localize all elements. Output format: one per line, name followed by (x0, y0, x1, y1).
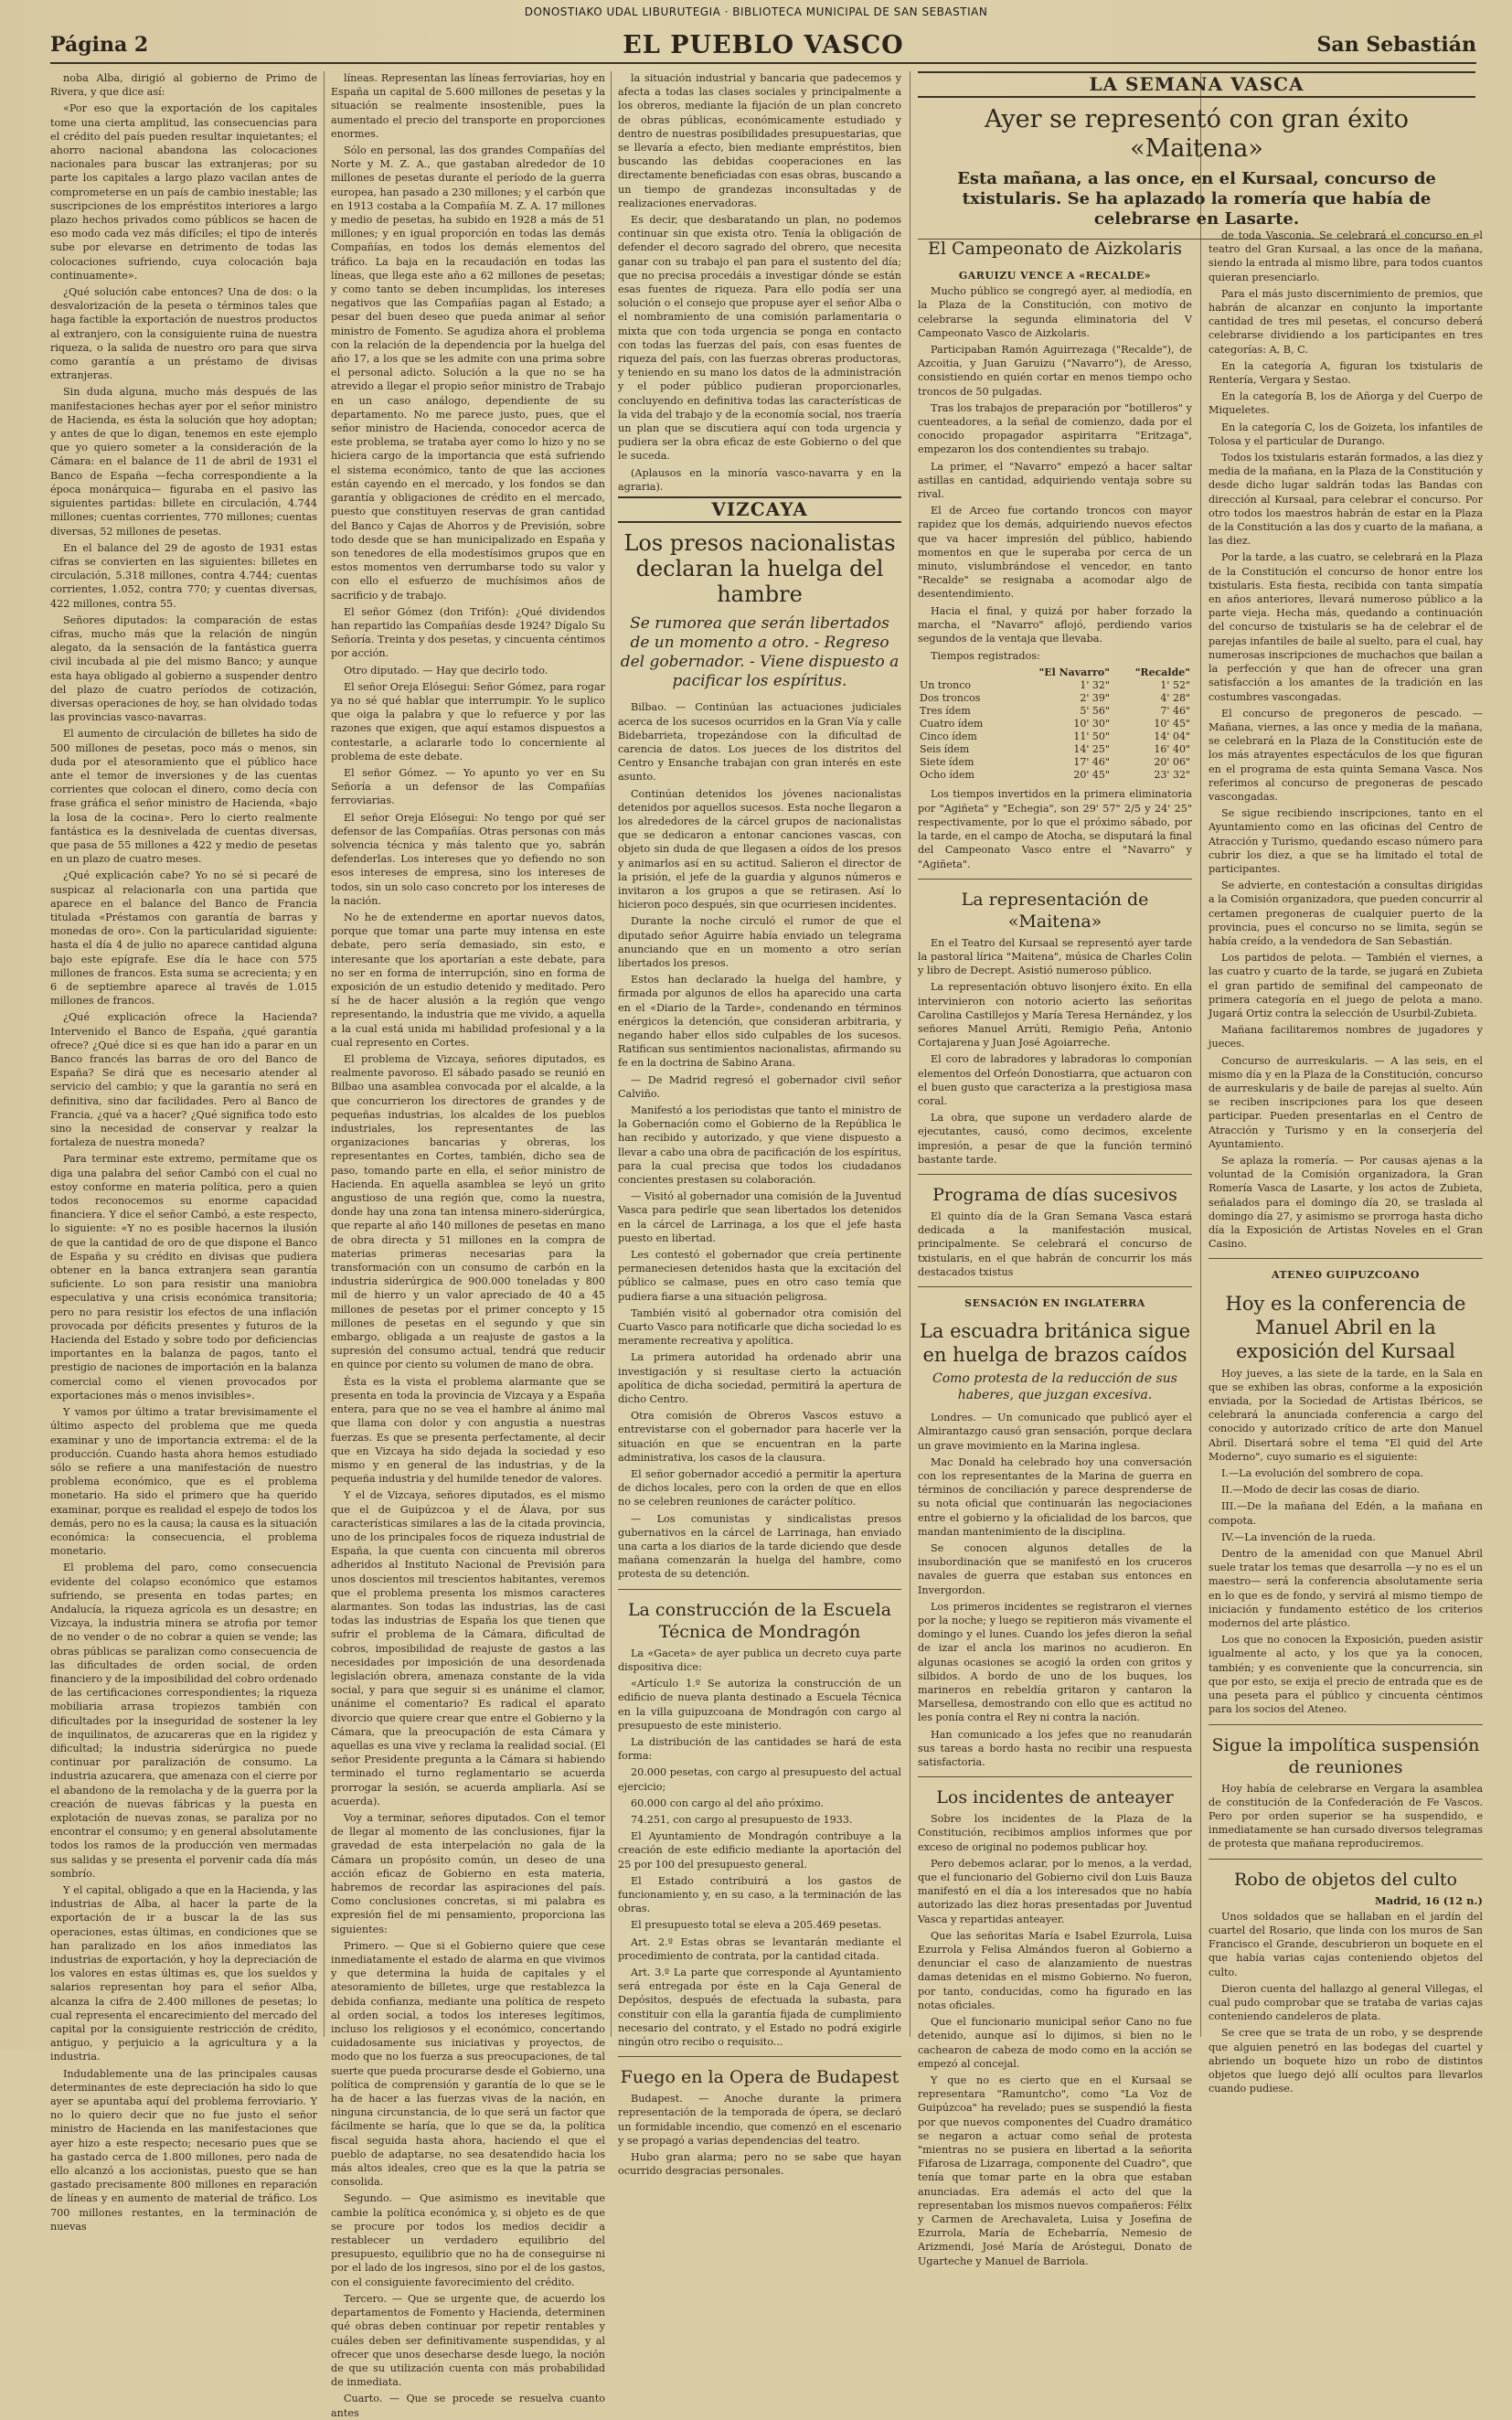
divider (918, 1776, 1192, 1777)
paragraph: El presupuesto total se eleva a 205.469 pesetas. (631, 1919, 882, 1932)
paragraph: 60.000 con cargo al del año próximo. (631, 1796, 824, 1809)
paragraph: Los partidos de pelota. — También el viernes, a las cuatro y cuarto de la tarde, se jugará en Zubieta el gran partido de semifinal del campeonato de primera categoría en el juego de pelota a mano. Jugará Ortiz contra la selección de Usurbil-Zubieta. (1209, 952, 1483, 1019)
paragraph: — De Madrid regresó el gobernador civil señor Calviño. (618, 1073, 901, 1100)
table-row (918, 730, 1192, 743)
table-cell: 1' 32" (1080, 679, 1110, 692)
paragraph: Otro diputado. — Hay que decirlo todo. (344, 664, 548, 677)
paragraph: Sin duda alguna, mucho más después de las manifestaciones hechas ayer por el señor ministro de Hacienda, es ésta la solución que hoy adoptan; y antes de que lo digan, tenemos en este ejemplo que yo quiero someter a la consideración de la Cámara: en el balance de 11 de abril de 1931 el Banco de España —fecha correspondiente a la época monárquica— figuraba en el pasivo las siguientes partidas: billete en circulación, 4.744 millones; cuentas corrientes, 770 millones; cuentas diversas, 52 millones de pesetas. (50, 386, 317, 538)
paragraph: El quinto día de la Gran Semana Vasca estará dedicada a la manifestación musical, principalmente. Se celebrará el concurso de txistularis, en el que habrán de concurrir los más destacados txistus (918, 1210, 1192, 1278)
paragraph: Mañana facilitaremos nombres de jugadores y jueces. (1209, 1024, 1483, 1050)
times-caption: Tiempos registrados: (931, 650, 1040, 663)
divider (918, 1286, 1192, 1287)
column-rule (324, 71, 325, 2037)
incidentes-headline: Los incidentes de anteayer (936, 1787, 1174, 1808)
paragraph: 20.000 pesetas, con cargo al presupuesto del actual ejercicio; (618, 1766, 901, 1793)
paragraph: Han comunicado a los jefes que no reanudarán sus tareas a bordo hasta no recibir una respuesta satisfactoria. (918, 1728, 1192, 1769)
table-cell: 16' 40" (1154, 743, 1190, 756)
ateneo-kicker: ATENEO GUIPUZCOANO (1272, 1269, 1420, 1282)
table-cell: 17' 46" (1073, 756, 1110, 769)
table-cell: 14' 25" (1073, 743, 1110, 756)
paragraph: Participaban Ramón Aguirrezaga ("Recalde"), de Azcoitia, y Juan Garuizu ("Navarro"), de Aresso, consistiendo en quién cortar en menos tiempo ocho troncos de 50 pulgadas. (918, 344, 1192, 398)
robo-headline: Robo de objetos del culto (1234, 1869, 1457, 1890)
paragraph: En la categoría B, los de Añorga y del Cuerpo de Miqueletes. (1209, 390, 1483, 417)
paragraph: Señores diputados: la comparación de estas cifras, mucho más que la relación de ningún alegato, da la sensación de la fantástica guerra civil incubada al pie del mismo Banco; y aunque esta haya obligado al gobierno a suspender dentro del plazo de cuatro períodos de cotización, diversas operaciones de hoy, se han olvidado todas las provincias vasco-navarras. (50, 613, 317, 724)
reuniones-article (1209, 1782, 1483, 1851)
paragraph: ¿Qué explicación ofrece la Hacienda? Intervenido el Banco de España, ¿qué garantía ofrece? ¿Qué dice si es que han ido a parar en un Banco francés las barras de oro del Banco de España? Se dirá que es necesario atender al servicio del cambio; y que la garantía no será en definitiva, sino dar facilidades. Pero al Banco de Francia, ¿qué va a hacer? ¿Qué significa todo esto sino la necesidad de conservar y realzar la fortaleza de nuestra moneda? (50, 1011, 317, 1149)
paragraph: Bilbao. — Continúan las actuaciones judiciales acerca de los sucesos ocurridos en la Gran Vía y calle Bidebarrieta, tropezándose con la dificultad de carencia de datos. Los jueces de los distritos del Centro y Ensanche trabajan con gran interés en este asunto. (618, 701, 901, 784)
table-cell: 20' 45" (1073, 769, 1110, 782)
paragraph: Continúan detenidos los jóvenes nacionalistas detenidos por aquellos sucesos. Esta noche llegaron a los alrededores de la cárcel grupos de nacionalistas que se dedicaron a entonar canciones vascas, con objeto sin duda de que llegasen a oídos de los presos y animarlos así en su actitud. Salieron el director de la prisión, el jefe de la guardia y algunos números e invitaron a los grupos a que se retirasen. Así lo hicieron poco después, sin que ocurriesen incidentes. (618, 787, 901, 911)
aizkolaris-article (918, 284, 1192, 645)
column-5 (1209, 229, 1483, 2095)
divider (618, 1589, 901, 1590)
paragraph: Sólo en personal, las dos grandes Compañías del Norte y M. Z. A., que gastaban alrededor de 10 millones de pesetas durante el período de la guerra europea, han pasado a 230 millones; y el carbón que en 1913 costaba a la Compañía M. Z. A. 17 millones y medio de pesetas, ha subido en 1928 a más de 51 millones; y en igual proporción en todas las demás Compañías, en todos los demás elementos del tráfico. La baja en la recaudación en todas las líneas, que llega este año a 62 millones de pesetas; y como tanto se deben incumplidas, los intereses negativos que las Compañías pagan al Estado; a pesar del buen deseo que pueda animar al señor ministro de Fomento. Se agudiza ahora el problema con la relación de la dependencia por la huelga del año 17, a los que se les admite con una prima sobre el personal adicto. Solución a la que no se ha atrevido a llegar el propio señor ministro de Trabajo en un caso análogo, dependiente de su departamento. No me parece justo, pues, que el señor ministro de Hacienda, conocedor acerca de este problema, se trataba ayer como lo hizo y no se hiciera cargo de la importancia que está sufriendo el sistema económico, tanto de que las acciones están cayendo en el mercado, y los fondos se dan garantía y obligaciones de crédito en el mercado, puesto que constituyen reservas de gran cantidad del Banco y Cajas de Ahorros y de Previsión, sobre todo desde que se han municipalizado en España y son tenedores de ella modestísimos grupos que en estos momentos ven derrumbarse todo su valor y con ello el esfuerzo de muchísimos años de sacrificio y de trabajo. (331, 144, 605, 602)
paragraph: El coro de labradores y labradoras lo componían elementos del Orfeón Donostiarra, que actuaron con el buen gusto que caracteriza a la prestigiosa masa coral. (918, 1053, 1192, 1107)
budapest-headline: Fuego en la Opera de Budapest (620, 2067, 900, 2088)
paragraph: II.—Modo de decir las cosas de diario. (1221, 1484, 1421, 1497)
paragraph: Y que no es cierto que en el Kursaal se representara "Ramuntcho", como "La Voz de Guipúzcoa" ha revelado; pues se suspendió la fiesta por que nuevos componentes del Cuadro dramático se negaron a actuar como señal de protesta "mientras no se pusiera en libertad a la señorita Fifarosa de Lizarraga, componente del Cuadro", que tenía que tomar parte en la obra que estaban anunciadas. Era además el acto del que la representaban los mismos nuevos compañeros: Félix y Carmen de Arechavaleta, Luisa y Josefina de Ezurrola, María de Echebarría, Nemesio de Arizmendi, José María de Aróstegui, Donato de Ugarteche y Manuel de Barriola. (918, 2074, 1192, 2267)
table-cell: 11' 50" (1073, 730, 1110, 743)
paragraph: Por la tarde, a las cuatro, se celebrará en la Plaza de la Constitución el concurso de honor entre los txistularis. Esta fiesta, recibida con tanta simpatía en años anteriores, llevará numeroso público a la parte vieja. Hecha más, quedando a continuación del concurso de txistularis se ha de celebrar el de parejas infantiles de baile al suelto, para el cual, hay numerosas inscripciones de muchachos que bailan a la perfección y que han de ofrecer una gran satisfacción a los amantes de la tradición en las costumbres vascongadas. (1209, 551, 1483, 703)
budapest-article (618, 2092, 901, 2178)
paragraph: — Los comunistas y sindicalistas presos gubernativos en la cárcel de Larrinaga, han enviado una carta a los diarios de la tarde diciendo que desde mañana comenzarán la huelga del hambre, como protesta de su detención. (618, 1512, 901, 1581)
table-cell: 2' 39" (1080, 692, 1110, 705)
paragraph: Mucho público se congregó ayer, al mediodía, en la Plaza de la Constitución, con motivo de celebrarse la segunda eliminatoria del V Campeonato Vasco de Aizkolaris. (918, 285, 1192, 339)
paragraph: ¿Qué explicación cabe? Yo no sé si pecaré de suspicaz al relacionarla con una partida que aparece en el balance del Banco de Francia titulada «Préstamos con garantía de barras y monedas de oro». Con la particularidad siguiente: hasta el día 4 de julio no aparece cantidad alguna bajo este epígrafe. Ese día le hace con 575 millones de francos. Esta suma se acrecienta; y en 6 de septiembre aparece al través de 1.015 millones de francos. (50, 869, 317, 1007)
paragraph: Que las señoritas María e Isabel Ezurrola, Luisa Ezurrola y Felisa Almándos fueron al Gobierno a denunciar el caso de alanzamiento de nuestras damas detenidas en el mismo Gobierno. No fueron, por tanto, conducidas, como ha figurado en las notas oficiales. (918, 1929, 1192, 2011)
times-header-cell (918, 666, 1009, 679)
paragraph: Hoy jueves, a las siete de la tarde, en la Sala en que se exhiben las obras, conforme a la exposición enviada, por la Sociedad de Artistas Ibéricos, se celebrará la anunciada conferencia a cargo del conocido y autorizado crítico de arte don Manuel Abril. Disertará sobre el tema "El quid del Arte Moderno", cuyo sumario es el siguiente: (1209, 1367, 1483, 1463)
paragraph: de toda Vasconia. Se celebrará el concurso en el teatro del Gran Kursaal, a las once de la mañana, siendo la entrada al mismo libre, para todos cuantos quieran presenciarlo. (1209, 229, 1483, 283)
paragraph: La primer, el "Navarro" empezó a hacer saltar astillas en cantidad, adquiriendo ventaja sobre su rival. (918, 460, 1192, 501)
paragraph: Que el funcionario municipal señor Cano no fue detenido, aunque así lo dijimos, si bien no le cachearon de cabeza de modo como en la acción se empezó al concejal. (918, 2016, 1192, 2070)
table-cell: 7' 46" (1160, 705, 1190, 718)
paragraph: Hacia el final, y quizá por haber forzado la marcha, el "Navarro" aflojó, perdiendo varios segundos de la ventaja que llevaba. (918, 604, 1192, 645)
table-cell: Seis ídem (920, 743, 970, 756)
column-3 (618, 71, 901, 2178)
paragraph: Sobre los incidentes de la Plaza de la Constitución, recibimos amplios informes que por exceso de original no podemos publicar hoy. (918, 1813, 1192, 1853)
paragraph: En el balance del 29 de agosto de 1931 estas cifras se convierten en las siguientes: billetes en circulación, 5.318 millones, contra 4.744; cuentas corrientes, 1.052, contra 770; y cuentas diversas, 422 millones, contra 55. (50, 541, 317, 610)
table-cell: 20' 06" (1154, 756, 1190, 769)
paragraph: Para terminar este extremo, permítame que os diga una palabra del señor Cambó con el cual no estoy conforme en materia política, pero a quien todos reconocemos su enorme capacidad financiera. Y dice el señor Cambó, a este respecto, lo siguiente: «Y no es posible hacernos la ilusión de que la cantidad de oro de que dispone el Banco de España y su crédito en divisas que pudiera obtener en la banca extranjera sean garantía suficiente. Lo son para resistir una maniobra especulativa y una crisis económica transitoria; pero no para resistir los efectos de una inflación provocada por déficits presentes y futuros de la Hacienda del Estado y sobre todo por deficiencias importantes en la balanza de pagos, tanto el prestigio de naciones de importación en la balanza comercial como el vienen provocados por exportaciones más o menos invisibles». (50, 1153, 317, 1402)
divider (1209, 1859, 1483, 1860)
paragraph: El de Arceo fue cortando troncos con mayor rapidez que los demás, adquiriendo nuevos efectos que va hacer impresión del público, habiendo momentos en que le superaba por cerca de un minuto, vislumbrándose el vencedor, en tanto "Recalde" se resignaba a acomodar algo de desentendimiento. (918, 505, 1192, 601)
paragraph: Otra comisión de Obreros Vascos estuvo a entrevistarse con el gobernador para hacerle ver la situación en que se encuentran en la parte administrativa, los casos de la clausura. (618, 1410, 901, 1464)
paragraph: noba Alba, dirigió al gobierno de Primo de Rivera, y que dice así: (50, 72, 317, 99)
column-4-body (918, 229, 1192, 2267)
paragraph: «Artículo 1.º Se autoriza la construcción de un edificio de nueva planta destinado a Escuela Técnica en la villa guipuzcoana de Mondragón con cargo al presupuesto de este ministerio. (618, 1678, 901, 1732)
times-header-cell: "El Navarro" (1038, 666, 1110, 679)
paragraph: Se cree que se trata de un robo, y se desprende que alguien penetró en las bodegas del cuartel y abriendo un boquete hizo un robo de distintos objetos que luego dejó allí ocultos para llevarlos cuando pudiese. (1209, 2027, 1483, 2095)
paragraph: Los primeros incidentes se registraron el viernes por la noche; y luego se repitieron más vivamente el domingo y el lunes. Cuando los jefes dieron la señal de izar el ancla los marinos no acudieron. En algunas ocasiones se acogió la orden con gritos y silbidos. A bordo de uno de los buques, los marineros en rebeldía gritaron y cantaron la Marsellesa, demostrando con ello que es actitud no les ponía contra el Rey ni contra la nación. (918, 1600, 1192, 1724)
masthead (50, 29, 1476, 64)
paragraph: Para el más justo discernimiento de premios, que habrán de alcanzar en conjunto la importante cantidad de tres mil pesetas, el concurso deberá celebrarse dividiendo a los participantes en tres categorías: A, B, C. (1209, 287, 1483, 356)
paragraph: La distribución de las cantidades se hará de esta forma: (618, 1735, 901, 1763)
paragraph: Se sigue recibiendo inscripciones, tanto en el Ayuntamiento como en las oficinas del Centro de Atracción y Turismo, quedando escaso número para cubrir los diez, a que se ha limitado el total de participantes. (1209, 807, 1483, 875)
incidentes-article (918, 1812, 1192, 2268)
divider (918, 879, 1192, 880)
paragraph: la situación industrial y bancaria que padecemos y afecta a todas las clases sociales y principalmente a los obreros, mediante la fijación de un plan concreto de obras públicas, económicamente estudiado y dentro de nuestras posibilidades presupuestarias, que se llevaría a efecto, bien mediante empréstitos, bien buscando las debidas cooperaciones en las directamente beneficiadas con esas obras, buscando a un tiempo de grandezas inconsultadas y de realizaciones enervadoras. (618, 72, 901, 209)
table-row (918, 679, 1192, 692)
column-1 (50, 71, 317, 2233)
paragraph: Londres. — Un comunicado que publicó ayer el Almirantazgo causó gran sensación, porque declara un grave movimiento en la Marina inglesa. (918, 1412, 1192, 1452)
vizcaya-headline: Los presos nacionalistas declaran la huelga del hambre (623, 530, 896, 608)
table-cell: Dos troncos (920, 692, 981, 705)
paragraph: I.—La evolución del sombrero de copa. (1221, 1467, 1424, 1480)
paragraph: La primera autoridad ha ordenado abrir una investigación y si resultase cierto la actuación apolítica de dicha sociedad, permitirá la apertura de dicho Centro. (618, 1351, 901, 1406)
paragraph: Pero debemos aclarar, por lo menos, a la verdad, que el funcionario del Gobierno civil don Luis Bauza manifestó en el día a los interesados que no había autorizado las diez horas presentadas por Juventud Vasca y repartidas anteayer. (918, 1857, 1192, 1925)
paragraph: En la categoría A, figuran los txistularis de Rentería, Vergara y Sestao. (1209, 359, 1483, 387)
times-header-row (918, 666, 1192, 679)
table-cell: 10' 45" (1154, 718, 1190, 730)
speech-conclusion (618, 71, 901, 494)
paragraph: Hubo gran alarma; pero no se sabe que hayan ocurrido desgracias personales. (618, 2150, 901, 2178)
ateneo-article (1209, 1367, 1483, 1717)
vizcaya-subhead: Se rumorea que serán libertados de un momento a otro. - Regreso del gobernador. - Viene dispuesto a pacificar los espíritus. (620, 614, 900, 691)
masthead-city: San Sebastián (1316, 33, 1476, 57)
inglaterra-headline: La escuadra británica sigue en huelga de brazos caídos (919, 1320, 1191, 1367)
paragraph: Los que no conocen la Exposición, pueden asistir igualmente al acto, y los que ya la conocen, también; y es conveniente que la concurrencia, sin que por esto, se exija el precio de entrada que es de una peseta para el público y cincuenta céntimos para los socios del Ateneo. (1209, 1634, 1483, 1716)
table-cell: 5' 56" (1080, 705, 1110, 718)
paragraph: III.—De la mañana del Edén, a la mañana en compota. (1209, 1500, 1483, 1527)
newspaper-title: EL PUEBLO VASCO (623, 31, 904, 59)
table-row (918, 769, 1192, 782)
semana-vasca-label: LA SEMANA VASCA (918, 71, 1475, 98)
paragraph: Cuarto. — Que se procede se resuelva cuanto antes (331, 2393, 605, 2419)
table-cell: 23' 32" (1154, 769, 1190, 782)
paragraph: líneas. Representan las líneas ferroviarias, hoy en España un capital de 5.600 millones de pesetas y la situación se realmente insostenible, pues la aumentado el precio del transporte en proporciones enormes. (331, 72, 605, 140)
paragraph: Manifestó a los periodistas que tanto el ministro de la Gobernación como el Gobierno de la República le han recibido y autorizado, y que viene dispuesto a llevar a cabo una obra de pacificación de los espíritus, para la cual precisa que todos los ciudadanos concientes prestasen su colaboración. (618, 1103, 901, 1186)
paragraph: Se conocen algunos detalles de la insubordinación que se manifestó en los cruceros navales de guerra que estaban sus entonces en Invergordon. (918, 1542, 1192, 1596)
paragraph: Durante la noche circuló el rumor de que el diputado señor Aguirre había enviado un telegrama anunciando que en un momento a otro serían libertados los presos. (618, 915, 901, 969)
robo-dateline: Madrid, 16 (12 n.) (1375, 1893, 1483, 1907)
table-cell: Un tronco (920, 679, 972, 692)
paragraph: El Estado contribuirá a los gastos de funcionamiento y, en su caso, a la terminación de las obras. (618, 1874, 901, 1915)
paragraph: (Aplausos en la minoría vasco-navarra y en la agraria). (618, 466, 901, 493)
table-cell: 4' 28" (1160, 692, 1190, 705)
column-rule (611, 71, 612, 2037)
paragraph: Es decir, que desbaratando un plan, no podemos continuar sin que exista otro. Tenía la obligación de defender el decoro sagrado del obrero, que necesita ganar con su trabajo el pan para el sustento del día; que no precisa procedáis a investigar dónde se están esas fuentes de riqueza. Para ello podía ser una solución o el consejo que propuse ayer el señor Alba o el nombramiento de una comisión parlamentaria o mixta que con toda urgencia se ponga en contacto con todas las fuerzas del país, con esas fuentes de riqueza del país, con las fuerzas obreras productoras, y teniendo en su mano los datos de la administración y el poder público pudieran proporcionarles, concluyendo en definitiva todas las características de la vida del trabajo y de la economía social, nos traería un plan que se discutiera aquí con toda urgencia y pudiera ser la obra eficaz de este Gobierno o del que le suceda. (618, 214, 901, 463)
robo-article (1209, 1910, 1483, 2096)
paragraph: Art. 2.º Estas obras se levantarán mediante el procedimiento de contrata, por la cantidad citada. (618, 1935, 901, 1962)
library-watermark: DONOSTIAKO UDAL LIBURUTEGIA · BIBLIOTECA MUNICIPAL DE SAN SEBASTIAN (524, 5, 988, 18)
vizcaya-section-label: VIZCAYA (618, 496, 901, 523)
paragraph: El señor gobernador accedió a permitir la apertura de dichos locales, pero con la orden de que en ellos no se celebren reuniones de carácter político. (618, 1468, 901, 1509)
table-cell: Cuatro ídem (920, 718, 984, 730)
paragraph: También visitó al gobernador otra comisión del Cuarto Vasco para notificarle que dicha sociedad lo es meramente recreativa y apolítica. (618, 1306, 901, 1348)
paragraph: Todos los txistularis estarán formados, a las diez y media de la mañana, en la Plaza de la Constitución y desde dicho lugar saldrán todas las Bandas con dirección al Kursaal, para celebrar el concurso. Por otro todos los maestros habrán de estar en la Plaza de la Constitución a las dos y cuarto de la mañana, a las diez. (1209, 452, 1483, 548)
divider (1209, 1724, 1483, 1725)
divider (1209, 1258, 1483, 1259)
paragraph: El aumento de circulación de billetes ha sido de 500 millones de pesetas, poco más o menos, sin duda por el atesoramiento que el público hace ante el temor de inversiones y de las cuentas corrientes que colocan el dinero, como decía con frase gráfica el señor ministro de Hacienda, «bajo la losa de la cocina». Pero lo cierto realmente fantástica es la desnivelada de cuentas diversas, que pasa de 55 millones a 422 y medio de pesetas en un plazo de cuatro meses. (50, 728, 317, 866)
table-cell: Cinco ídem (920, 730, 977, 743)
divider (918, 1174, 1192, 1175)
paragraph: Se aplaza la romería. — Por causas ajenas a la voluntad de la Comisión organizadora, la Gran Romería Vasca de Lasarte, y los actos de Zubieta, señalados para el domingo día 20, se traslada al domingo día 27, y asimismo se prorroga hasta dicho día la Exposición de Artistas Noveles en el Gran Casino. (1209, 1155, 1483, 1251)
paragraph: El señor Gómez. — Yo apunto yo ver en Su Señoría a un defensor de las Compañías ferroviarias. (331, 766, 605, 807)
aizkolaris-headline: El Campeonato de Aizkolaris (928, 239, 1182, 259)
aizkolaris-after-table: Los tiempos invertidos en la primera eliminatoria por "Agiñeta" y "Echegia", son 29' 57" 2/5 y 24' 25" respectivamente, por lo que el próximo sábado, por la tarde, en el campo de Atocha, se disputará la final del Campeonato Vasco entre el "Navarro" y "Agiñeta". (918, 788, 1192, 870)
vizcaya-article (618, 700, 901, 1581)
semana-subhead: Esta mañana, a las once, en el Kursaal, concurso de txistularis. Se ha aplazado la romería que había de celebrarse en Lasarte. (957, 169, 1436, 229)
paragraph: Y el capital, obligado a que en la Hacienda, y las industrias de Alba, al hacer la parte de la exportación de ir a buscar la de las sus operaciones, estas últimas, en condiciones que se han paralizado en los años inmediatos las industrias de exportación, y hoy la depreciación de los valores en estas últimas es, que los sueldos y salarios representan hoy para el señor Alba, alcanza la cifra de 2.400 millones de pesetas; lo cual representa el encarecimiento del mercado del capital por la consiguiente restricción de crédito, antiguo, y perjuicio a la agricultura y a la industria. (50, 1884, 317, 2063)
paragraph: El concurso de pregoneros de pescado. — Mañana, viernes, a las once y media de la mañana, se celebrará en la Plaza de la Constitución este de los más atrayentes espectáculos de los que figuran en el programa de esta quinta Semana Vasca. Nos referimos al concurso de pregoneras de pescado vascongadas. (1209, 707, 1483, 803)
paragraph: Ésta es la vista el problema alarmante que se presenta en toda la provincia de Vizcaya y a España entera, para que no se vea el hambre al ánimo mal que llama con dolor y con angustia a nuestras fuerzas. Es que se presenta perfectamente, al decir que en Vizcaya ha sido dejada la sociedad y eso mismo y en general de las industrias, y de la pequeña industria y del humilde tenedor de valores. (331, 1375, 605, 1486)
times-header-cell: "Recalde" (1134, 666, 1190, 679)
paragraph: Y vamos por último a tratar brevisimamente el último aspecto del problema que me queda examinar y uno de importancia extrema: el de la producción. Cuando hasta ahora hemos estudiado sólo se refiere a una manifestación de nuestro problema económico, que es el problema monetario. Ha sido el primero que ha querido examinar, porque es realidad el espejo de todos los demás, pero no es la causa; la causa es la situación económica: la consecuencia, el problema monetario. (50, 1406, 317, 1558)
paragraph: La obra, que supone un verdadero alarde de ejecutantes, causó, como decimos, excelente impresión, a pesar de que la función terminó bastante tarde. (918, 1112, 1192, 1166)
paragraph: Estos han declarado la huelga del hambre, y firmada por algunos de ellos ha aparecido una carta en el «Diario de la Tarde», condenando en términos enérgicos la detención, que consideran arbitraria, y negando haber ellos sido culpables de los sucesos. Ratifican sus sentimientos nacionalistas, afirmando su fe en la doctrina de Sabino Arana. (618, 974, 901, 1070)
paragraph: Segundo. — Que asimismo es inevitable que cambie la política económica y, si objeto es de que se procure por todos los medios decidir a restablecer un verdadero equilibrio del presupuesto, equilibrio que no ha de conseguirse ni por el lado de los ingresos, sino por el de los gastos, con el consiguiente favorecimiento del crédito. (331, 2192, 605, 2288)
semana-headline: Ayer se representó con gran éxito «Maitena» (984, 105, 1410, 164)
paragraph: Hoy había de celebrarse en Vergara la asamblea de constitución de la Confederación de Fe Vascos. Pero por orden superior se ha suspendido, e inmediatamente se han cursado diversos telegramas de protesta que mañana reproduciremos. (1209, 1782, 1483, 1850)
paragraph: «Por eso que la exportación de los capitales tome una cierta amplitud, las consecuencias para el crédito del país pueden resultar inquietantes; el ahorro nacional abandona las colocaciones nacionales para buscar las extranjeras; por su parte los capitales a largo plazo vacilan antes de comprometerse en un país de cambio inestable; las suscripciones de los empréstitos interiores a largo plazo hechos privados como públicos se hacen de eso modo cada vez más difíciles; el tipo de interés sube por elevarse en detrimento de todas las colocaciones sufriendo, cuya colocación baja continuamente». (50, 102, 317, 282)
paragraph: Tras los trabajos de preparación por "botilleros" y cuenteadores, a la señal de comienzo, dada por el conocido propagador aspiritarra "Eritzaga", empezaron los dos contendientes su trabajo. (918, 401, 1192, 456)
paragraph: La representación obtuvo lisonjero éxito. En ella intervinieron con notorio acierto las señoritas Carolina Castillejos y María Teresa Hernández, y los señores Manuel Arrúti, Remigio Peña, Antonio Cortajarena y Juan José Agoiarreche. (918, 981, 1192, 1050)
paragraph: Tercero. — Que se urgente que, de acuerdo los departamentos de Fomento y Hacienda, determinen qué obras deben continuar por repetir rentables y cuáles deben ser definitivamente suspendidas, y al ofrecer que unos desecharse desde luego, la noción de que su utilización cuenta con más probabilidad de inmediata. (331, 2292, 605, 2389)
inglaterra-article (918, 1411, 1192, 1769)
paragraph: El problema del paro, como consecuencia evidente del colapso económico que estamos sufriendo, se presenta en todas partes; en Andalucía, la riqueza agrícola es un desastre; en Vizcaya, la industria minera se atrofia por temor de no vender o de no cobrar a quien se vende; las obras públicas se paralizan como consecuencia de las dificultades de orden social, de orden financiero y de la imposibilidad del cobro ordenado de las certificaciones correspondientes; la riqueza mobiliaria arrasa tropiezos también con dificultades por la inseguridad de sostener la ley de inquilinatos, de azucareras que en la rigidez y dificultad; la industria siderúrgica no puede continuar por paralización de consumo. La industria azucarera, que amenaza con el cierre por el abandono de la remolacha y de la guerra por la creación de nuevas fábricas y la puesta en explotación de nuevas zonas, se paraliza por no encontrar el consumo; y en general absolutamente todos los ramos de la producción ven mermadas sus salidas y se presenta el porvenir cada día más sombrío. (50, 1562, 317, 1880)
maitena-article (918, 936, 1192, 1167)
maitena-headline: La representación de «Maitena» (961, 889, 1149, 932)
table-row (918, 692, 1192, 705)
paragraph: 74.251, con cargo al presupuesto de 1933. (631, 1813, 853, 1826)
inglaterra-subhead: Como protesta de la reducción de sus haberes, que juzgan excesiva. (932, 1371, 1177, 1403)
paragraph: Voy a terminar, señores diputados. Con el temor de llegar al momento de las conclusiones, fijar la gravedad de esta interpelación no gala de la Cámara un propósito común, un deseo de una acción eficaz de Gobierno en esta materia, habremos de recordar las aspiraciones del país. Como conclusiones concretas, si mi palabra es expresión fiel de mi pensamiento, proporciona las siguientes: (331, 1811, 605, 1935)
table-cell: 1' 52" (1160, 679, 1190, 692)
mondragon-article (618, 1647, 901, 2049)
column-2 (331, 71, 605, 2419)
paragraph: No he de extenderme en aportar nuevos datos, porque que tomar una parte muy intensa en este debate, pero sería demasiado, sin esto, e interesante que los aportarían a este debate, para no ser en forma de interrupción, sino en forma de exposición de un estudio detenido y meditado. Pero sí he de hacer alusión a la región que vengo representando, la industria que me vivido, a aquella a la cual está unida mi habilidad profesional y a la cual represento en Cortes. (331, 911, 605, 1049)
paragraph: El señor Gómez (don Trifón): ¿Qué dividendos han repartido las Compañías desde 1924? Dígalo Su Señoría. Treinta y dos pesetas, y cincuenta céntimos por acción. (331, 605, 605, 660)
paragraph: Dieron cuenta del hallazgo al general Villegas, el cual pudo comprobar que se trataba de varias cajas conteniendo candeleros de plata. (1209, 1982, 1483, 2023)
ateneo-headline: Hoy es la conferencia de Manuel Abril en la exposición del Kursaal (1225, 1292, 1466, 1362)
paragraph: Y el de Vizcaya, señores diputados, es el mismo que el de Guipúzcoa y el de Álava, por sus características similares a las de la citada provincia, uno de los principales focos de riqueza industrial de España, la que cuenta con cincuenta mil obreros adheridos al Instituto Nacional de Previsión para unos doscientos mil trescientos habitantes, veremos que el problema presenta los mismos caracteres alarmantes. Son todas las industrias, las de casi todas las industrias de España los que tienen que sufrir el problema de la Cámara, dificultad de cobros, imposibilidad de reajuste de gastos a las necesidades por imposición de una desordenada legislación obrera, amenaza constante de la vida social, y para que seguir si es unánime el clamor, unánime el comentario? Es radical el aparato divorcio que quiere crear que entre el Gobierno y la Cámara, que la preocupación de esta Cámara y aquellas es una vive y reclama la realidad social. (El señor Presidente pregunta a la Cámara si habiendo terminado el turno reglamentario se acuerda prorrogar la sesión, se acuerda ampliarla. Así se acuerda). (331, 1489, 605, 1807)
paragraph: Se advierte, en contestación a consultas dirigidas a la Comisión organizadora, que pueden concurrir al certamen pregoneras de cualquier puerto de la provincia, pues el concurso no se limita, según se había creído, a la vendedora de San Sebastián. (1209, 880, 1483, 947)
paragraph: El problema de Vizcaya, señores diputados, es realmente pavoroso. El sábado pasado se reunió en Bilbao una asamblea convocada por el alcalde, a la que concurrieron los directores de grandes y de pequeñas industrias, los alcaldes de los pueblos industriales, los representantes de las organizaciones bancarias y obreras, los representantes en Cortes, también, dicho sea de paso, tomando parte en ella, el señor ministro de Hacienda. En aquella asamblea se leyó un grito angustioso de una región que, como la nuestra, donde hay una zona tan intensa minero-siderúrgica, que reparte al año 140 millones de pesetas en mano de obra directa y 51 millones en la compra de materias primeras necesarias para la transformación con un consumo de carbón en la industria siderúrgica de 900.000 toneladas y 800 mil de hierro y un valor apreciado de 40 a 45 millones de pesetas por el primer concepto y 15 millones de pesetas en el segundo y que sin embargo, obligada a un reajuste de gastos a la supresión del consumo actual, tendrá que reducir en quince por ciento su volumen de mano de obra. (331, 1053, 605, 1371)
paragraph: Les contestó el gobernador que creía pertinente permaneciesen detenidos hasta que la excitación del público se calmase, pues en otro caso temía que pudiera fiarse a una situación peligrosa. (618, 1249, 901, 1303)
inglaterra-kicker: SENSACIÓN EN INGLATERRA (964, 1296, 1145, 1309)
table-row (918, 718, 1192, 730)
paragraph: Unos soldados que se hallaban en el jardín del cuartel del Rosario, que linda con los muros de San Francisco el Grande, descubrieron un boquete en el que había varias cajas conteniendo objetos del culto. (1209, 1910, 1483, 1978)
mondragon-headline: La construcción de la Escuela Técnica de Mondragón (627, 1599, 892, 1642)
paragraph: Budapest. — Anoche durante la primera representación de la temporada de ópera, se declaró un formidable incendio, que comenzó en el escenario y se propagó a varias dependencias del teatro. (618, 2093, 901, 2147)
table-row (918, 743, 1192, 756)
aizkolaris-kicker: GARUIZU VENCE A «RECALDE» (958, 270, 1152, 282)
paragraph: Concurso de aurreskularis. — A las seis, en el mismo día y en la Plaza de la Constitución, concurso de aurreskularis y de baile de parejas al suelto. Aún se reciben inscripciones para los que deseen participar. Pueden presentarlas en el Centro de Atracción y Turismo y en la conserjería del Ayuntamiento. (1209, 1054, 1483, 1150)
paragraph: El señor Oreja Elósegui: No tengo por qué ser defensor de las Compañías. Otras personas con más solvencia técnica y más talento que yo, sabrán defenderlas. Los intereses que yo defiendo no son esos intereses de empresa, sino los intereses de todos, sin un solo caso concreto por los intereses de la nación. (331, 811, 605, 907)
paragraph: La «Gaceta» de ayer publica un decreto cuya parte dispositiva dice: (618, 1647, 901, 1673)
paragraph: Indudablemente una de las principales causas determinantes de este depreciación ha sido lo que ayer se apuntaba aquí del problema ferroviario. Y no lo quiero decir que no fue justo el señor ministro de Hacienda en las manifestaciones que ayer hizo a este respecto; necesario pues que se ha gastado cerca de 1.800 millones, pero nada de ello alcanzó a los accionistas, puesto que se han gastado precisamente 800 millones en reparación de líneas y en aumento de material de tráfico. Los 700 millones restantes, en la terminación de nuevas (50, 2067, 317, 2233)
paragraph: En la categoría C, los de Goizeta, los infantiles de Tolosa y el particular de Durango. (1209, 421, 1483, 447)
reuniones-headline: Sigue la impolítica suspensión de reuniones (1211, 1734, 1480, 1777)
semana-program-article (1209, 229, 1483, 1251)
table-row (918, 756, 1192, 769)
table-row (918, 705, 1192, 718)
table-cell: Siete ídem (920, 756, 974, 769)
table-cell: 14' 04" (1154, 730, 1190, 743)
paragraph: IV.—La invención de la rueda. (1221, 1530, 1376, 1543)
table-cell: 10' 30" (1073, 718, 1110, 730)
paragraph: ¿Qué solución cabe entonces? Una de dos: o la desvalorización de la peseta o términos tales que haga factible la exportación de nuestros productos al extranjero, con la consiguiente ruina de nuestra riqueza, o la salida de nuestro oro para que sirva como garantía a un préstamo de divisas extranjeras. (50, 286, 317, 382)
paragraph: — Visitó al gobernador una comisión de la Juventud Vasca para pedirle que sean libertados los detenidos en la cárcel de Larrinaga, a los que el jefe hasta puesto en libertad. (618, 1190, 901, 1244)
times-table (918, 666, 1192, 782)
table-cell: Tres ídem (920, 705, 971, 718)
paragraph: Mac Donald ha celebrado hoy una conversación con los representantes de la Marina de guerra en términos de conciliación y parece desprenderse de su nota oficial que continuarán las negociaciones entre el gobierno y la oficialidad de los barcos, que mandan mantenimiento de la disciplina. (918, 1455, 1192, 1538)
page-number: Página 2 (50, 33, 149, 57)
paragraph: Art. 3.º La parte que corresponde al Ayuntamiento será entregada por éste en la Caja General de Depósitos, después de efectuada la subasta, para constituir con ella la garantía fijada de cumplimiento necesario del contrato, y el Estado no podrá exigirle ningún otro recibo o requisito... (618, 1966, 901, 2048)
paragraph: El señor Oreja Elósegui: Señor Gómez, para rogar ya no sé qué hablar que interrumpir. Yo le suplico que oiga la palabra y que lo refuerce y por las razones que exigen, que aquí estamos dispuestos a contestarle, a aclararle todo lo concerniente al problema de este debate. (331, 680, 605, 762)
paragraph: Primero. — Que si el Gobierno quiere que cese inmediatamente el estado de alarma en que vivimos y que determina la huida de capitales y el atesoramiento de billetes, urge que restablezca la debida confianza, mediante una política de respeto al orden social, a todos los intereses legítimos, incluso los religiosos y el económico, concertando cuidadosamente sus iniciativas y proyectos, de modo que no los fuerza a sus preocupaciones, de tal suerte que pueda procurarse desde el Gobierno, una política de comprensión y garantía de lo que se le ha de hacer a las fuerzas vivas de la nación, en ninguna circunstancia, de lo que será un factor que fácilmente se haría, que lo que se da, la política fiscal seguida hasta ahora, haciendo el que el pueblo de adaptarse, no sea desatendido hacia los más altos ideales, creo que es la que la patria se consolida. (331, 1939, 605, 2189)
paragraph: El Ayuntamiento de Mondragón contribuye a la creación de este edificio mediante la aportación del 25 por 100 del presupuesto general. (618, 1830, 901, 1871)
programa-headline: Programa de días sucesivos (932, 1184, 1177, 1205)
table-cell: Ocho ídem (920, 769, 974, 782)
paragraph: Dentro de la amenidad con que Manuel Abril suele tratar los temas que desarrolla —y no es el un maestro— será la conferencia absolutamente seria en lo que es de fondo, y servirá al mismo tiempo de iniciación y fundamento estético de los criterios modernos del arte plástico. (1209, 1548, 1483, 1630)
programa-article (918, 1210, 1192, 1279)
divider (618, 2056, 901, 2057)
paragraph: En el Teatro del Kursaal se representó ayer tarde la pastoral lírica "Maitena", música de Charles Colin y libro de Decrept. Asistió numeroso público. (918, 936, 1192, 977)
